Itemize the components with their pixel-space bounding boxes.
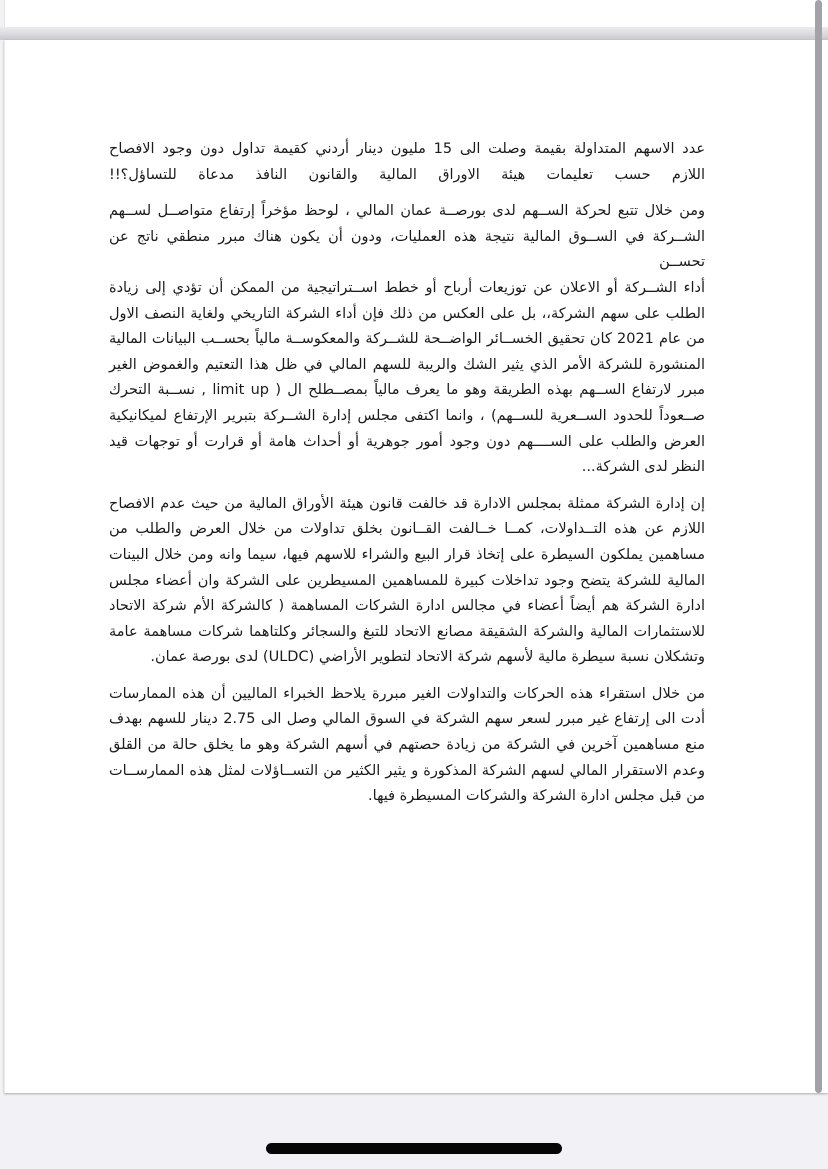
- text-line: وعدم الاستقرار المالي لسهم الشركة المذكورة و يثير الكثير من التســاؤلات لمثل هذه الممارســات: [109, 762, 705, 779]
- text-line: الشــركة في الســوق المالية نتيجة هذه العمليات، ودون أن يكون هناك مبرر منطقي ناتج عن تحســن: [109, 228, 705, 271]
- text-line: ومن خلال تتبع لحركة الســهم لدى بورصــة عمان المالي ، لوحظ مؤخراً إرتفاع متواصــل لســهم: [109, 203, 705, 220]
- text-line: من عام 2021 كان تحقيق الخســائر الواضــحة للشــركة والمعكوســة مالياً بحســب البيانات المالية: [109, 331, 705, 348]
- paragraph: [109, 137, 705, 188]
- text-line: مبرر لارتفاع الســهم بهذه الطريقة وهو ما يعرف مالياً بمصــطلح ال ( limit up , نســبة التحرك: [109, 382, 705, 399]
- text-line: أدت الى إرتفاع غير مبرر لسعر سهم الشركة في السوق المالي وصل الى 2.75 دينار للسهم بهدف: [109, 711, 705, 728]
- text-line: وتشكلان نسبة سيطرة مالية لأسهم شركة الاتحاد لتطوير الأراضي (ULDC) لدى بورصة عمان.: [150, 649, 705, 666]
- text-line: عدد الاسهم المتداولة بقيمة وصلت الى 15 مليون دينار أردني كقيمة تداول دون وجود الافصاح: [109, 141, 705, 157]
- paragraph: [109, 199, 705, 481]
- text-line: إن إدارة الشركة ممثلة بمجلس الادارة قد خالفت قانون هيئة الأوراق المالية من حيث عدم الافصاح: [109, 495, 705, 512]
- text-line: النظر لدى الشركة...: [581, 459, 705, 476]
- text-line: من خلال استقراء هذه الحركات والتداولات الغير مبررة يلاحظ الخبراء الماليين أن هذه الممارسات: [109, 685, 705, 702]
- document-text-block: [109, 137, 705, 821]
- paragraph: [109, 492, 705, 671]
- text-line: اللازم عن هذه التــداولات، كمــا خــالفت القــانون بخلق تداولات من خلال العرض والطلب من: [109, 521, 705, 538]
- paragraph: [109, 682, 705, 810]
- text-line: أداء الشــركة أو الاعلان عن توزيعات أرباح أو خطط اســتراتيجية من الممكن أن تؤدي إلى زيادة: [109, 279, 705, 296]
- page-gap-divider: [0, 27, 828, 40]
- document-page[interactable]: [4, 40, 828, 1093]
- previous-page-bottom-edge: [4, 0, 828, 27]
- scrollbar-thumb[interactable]: [815, 0, 822, 1093]
- home-indicator[interactable]: [266, 1143, 562, 1154]
- text-line: منع مساهمين آخرين في الشركة من زيادة حصتهم في أسهم الشركة وهو ما يخلق حالة من القلق: [109, 737, 705, 754]
- text-line: المنشورة للشركة الأمر الذي يثير الشك والريبة للسهم المالي في ظل هذا التعتيم والغموض الغير: [109, 356, 705, 373]
- text-line: العرض والطلب على الســــهم دون وجود أمور جوهرية أو أحداث هامة أو قرارت أو توجهات قيد: [109, 433, 705, 450]
- text-line: ادارة الشركة هم أيضاً أعضاء في مجالس ادارة الشركات المساهمة ( كالشركة الأم شركة الاتحاد: [109, 598, 705, 615]
- text-line: من قبل مجلس ادارة الشركة والشركات المسيطرة فيها.: [368, 788, 705, 805]
- text-line: صــعوداً للحدود الســعرية للســهم) ، وانما اكتفى مجلس إدارة الشــركة بتبرير الإرتفاع لميكانيكية: [109, 407, 705, 424]
- text-line: المالية للشركة يتضح وجود تداخلات كبيرة للمساهمين المسيطرين على الشركة وان أعضاء مجلس: [109, 572, 705, 589]
- text-line: الطلب على سهم الشركة،، بل على العكس من ذلك فإن أداء الشركة التاريخي ولغاية النصف الاول: [109, 305, 705, 322]
- text-line: اللازم حسب تعليمات هيئة الاوراق المالية والقانون النافذ مدعاة للتساؤل؟!!: [109, 166, 705, 183]
- text-line: مساهمين يملكون السيطرة على إتخاذ قرار البيع والشراء للاسهم فيها، سيما وانه ومن خلال البينات: [109, 546, 705, 563]
- text-line: للاستثمارات المالية والشركة الشقيقة مصانع الاتحاد للتبغ والسجائر وكلتاهما شركات مساهمة عامة: [109, 623, 705, 640]
